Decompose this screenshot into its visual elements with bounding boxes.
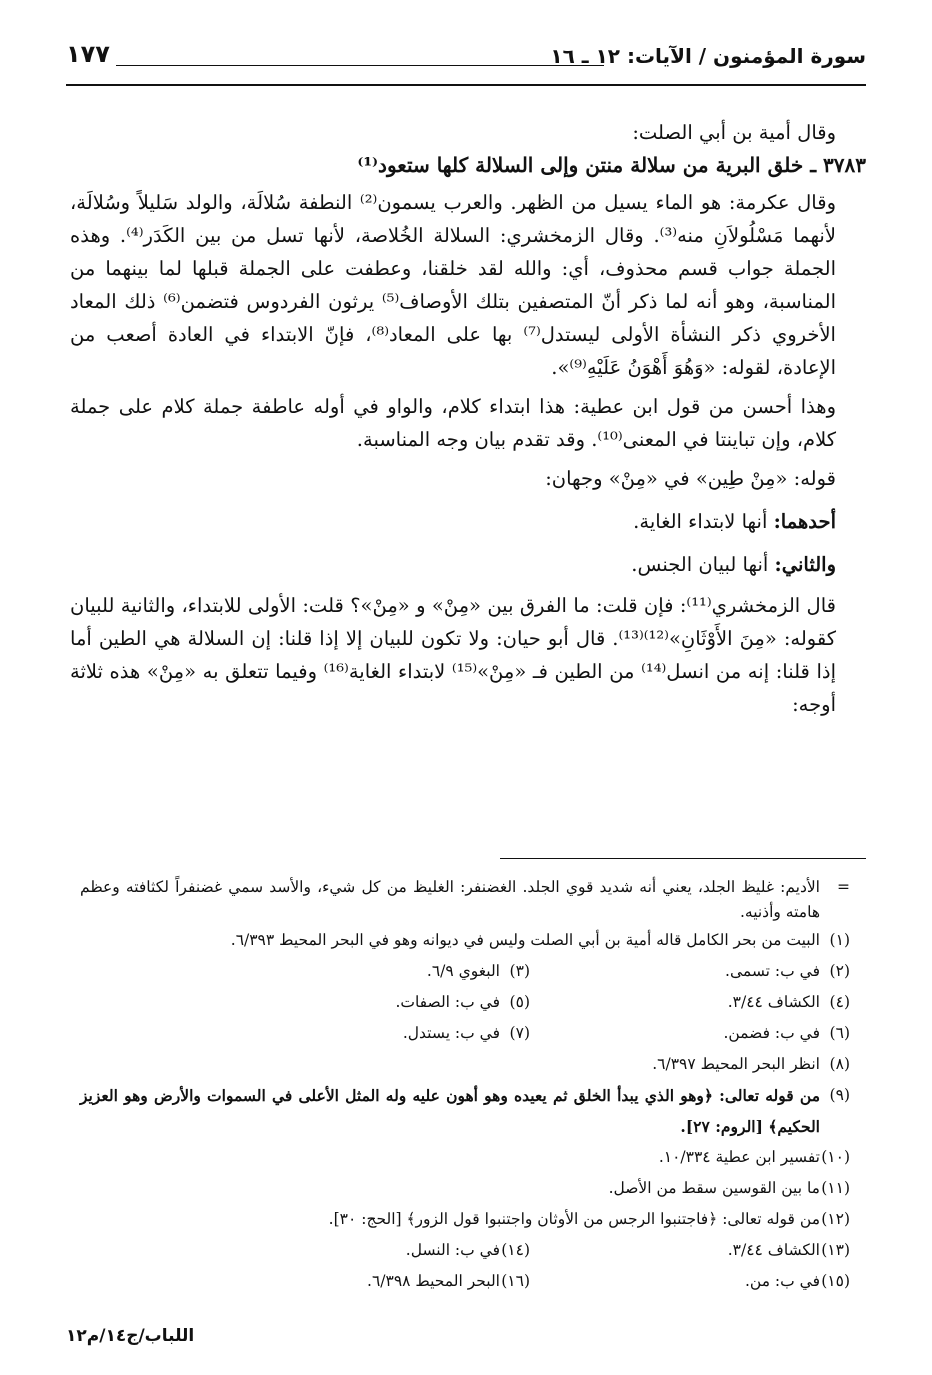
footnote-text: ما بين القوسين سقط من الأصل. xyxy=(608,1179,820,1197)
header-rule xyxy=(116,65,604,66)
footnote-continued xyxy=(80,872,850,925)
footnote-number: (٨) xyxy=(829,1055,850,1073)
paragraph-ibn-atiyya: وهذا أحسن من قول ابن عطية: هذا ابتداء كلام، والواو في أوله عاطفة جملة كلام على جملة كلام، وإن تباينتا في المعنى⁽¹⁰⁾. وقد تقدم بيان وجه المناسبة. xyxy=(70,395,836,451)
footnote-3 xyxy=(230,956,530,987)
paragraph-first-aspect xyxy=(70,505,866,538)
paragraph-zamakhshari: قال الزمخشري⁽¹¹⁾: فإن قلت: ما الفرق بين «مِنْ» و «مِنْ»؟ قلت: الأولى للابتداء، والثانية للبيان كقوله: «مِنَ الأَوْثَانِ»⁽¹²⁾⁽¹³⁾. قال أبو حيان: ولا تكون للبيان إلا إذا قلنا: إن السلالة هي الطين أما إذا قلنا: إنه من انسل⁽¹⁴⁾ من الطين فـ «مِنْ»⁽¹⁵⁾ لابتداء الغاية⁽¹⁶⁾ وفيما تتعلق به «مِنْ» هذه ثلاثة أوجه: xyxy=(70,594,837,716)
footnote-text: في ب: النسل. xyxy=(405,1241,500,1259)
main-text xyxy=(70,116,866,721)
paragraph-ikrima: وقال عكرمة: هو الماء يسيل من الظهر. والعرب يسمون⁽²⁾ النطفة سُلالَة، والولد سَليلاً وسُلالَة، لأنهما مَسْلُولاَنِ منه⁽³⁾. وقال الزمخشري: السلالة الخُلاصة، لأنها تسل من بين الكَدَر⁽⁴⁾. وهذه الجملة جواب قسم محذوف، أي: والله لقد خلقنا، وعطفت على الجملة قبلها لما بينهما من المناسبة، وهو أنه لما ذكر أنّ المتصفين بتلك الأوصاف⁽⁵⁾ يرثون الفردوس فتضمن⁽⁶⁾ ذلك المعاد الأخروي ذكر النشأة الأولى ليستدل⁽⁷⁾ بها على المعاد⁽⁸⁾، فإنّ الابتداء في العادة أصعب من الإعادة، لقوله: «وَهُوَ أَهْوَنُ عَلَيْهِ⁽⁹⁾». xyxy=(70,191,836,379)
page-number: ١٧٧ xyxy=(66,40,110,68)
footnote-13 xyxy=(550,1235,850,1266)
footnote-14 xyxy=(230,1235,530,1266)
poetry-verse: ٣٧٨٣ ـ خلق البرية من سلالة منتن وإلى السلالة كلها ستعود⁽¹⁾ xyxy=(357,153,866,177)
footnote-number: (١٥) xyxy=(821,1272,850,1290)
footnote-text: البيت من بحر الكامل قاله أمية بن أبي الصلت وليس في ديوانه وهو في البحر المحيط ٦/٣٩٣. xyxy=(230,931,820,949)
second-aspect-label: والثاني: xyxy=(774,553,836,576)
footnote-5 xyxy=(230,987,530,1018)
footnote-8 xyxy=(80,1049,850,1080)
footnote-text: تفسير ابن عطية ١٠/٣٣٤. xyxy=(658,1148,820,1166)
footnote-separator xyxy=(500,858,866,859)
footnote-11 xyxy=(80,1173,850,1204)
footnote-number: (٥) xyxy=(509,993,530,1011)
footnote-continuation-mark: = xyxy=(837,878,850,896)
footnote-row-15-16 xyxy=(80,1266,850,1297)
footnote-number: (١١) xyxy=(821,1179,850,1197)
footnote-text: انظر البحر المحيط ٦/٣٩٧. xyxy=(652,1055,820,1073)
volume-signature: اللباب/ج١٤/م١٢ xyxy=(66,1326,195,1346)
footnote-10 xyxy=(80,1142,850,1173)
footnote-number: (١٠) xyxy=(821,1148,850,1166)
footnote-text: في ب: الصفات. xyxy=(395,993,500,1011)
footnote-number: (٧) xyxy=(509,1024,530,1042)
footnote-text: البغوي ٦/٩. xyxy=(426,962,500,980)
footnote-row-6-7 xyxy=(80,1018,850,1049)
footnote-text: في ب: يستدل. xyxy=(402,1024,500,1042)
first-aspect-label: أحدهما: xyxy=(773,510,836,533)
footnote-number: (٩) xyxy=(829,1086,850,1104)
footnote-1 xyxy=(80,925,850,956)
footnote-15 xyxy=(550,1266,850,1297)
surah-title: سورة المؤمنون / الآيات: ١٢ ـ ١٦ xyxy=(550,44,866,68)
footnote-text: من قوله تعالى: ﴿فاجتنبوا الرجس من الأوثان واجتنبوا قول الزور﴾ [الحج: ٣٠]. xyxy=(328,1210,820,1228)
running-header xyxy=(66,38,866,74)
footnote-9 xyxy=(80,1080,850,1142)
footnote-16 xyxy=(230,1266,530,1297)
footnote-text: في ب: من. xyxy=(744,1272,820,1290)
second-aspect-text: أنها لبيان الجنس. xyxy=(631,553,769,576)
footnote-text: الأديم: غليظ الجلد، يعني أنه شديد قوي الجلد. الغضنفر: الغليظ من كل شيء، والأسد سمي غضنفراً لكثافته وعظم هامته وأذنيه. xyxy=(80,878,820,921)
first-aspect-text: أنها لابتداء الغاية. xyxy=(633,510,768,533)
footnotes xyxy=(80,872,850,1297)
footnote-6 xyxy=(550,1018,850,1049)
footnote-text: الكشاف ٣/٤٤. xyxy=(727,993,820,1011)
footnote-text: البحر المحيط ٦/٣٩٨. xyxy=(367,1272,500,1290)
footnote-row-2-3 xyxy=(80,956,850,987)
footnote-text: من قوله تعالى: ﴿وهو الذي يبدأ الخلق ثم يعيده وهو أهون عليه وله المثل الأعلى في السموات والأرض وهو العزيز الحكيم﴾ [الروم: ٢٧]. xyxy=(80,1086,820,1136)
footnote-12 xyxy=(80,1204,850,1235)
footnote-number: (١٣) xyxy=(821,1241,850,1259)
footnote-number: (١٤) xyxy=(501,1241,530,1259)
footnote-4 xyxy=(550,987,850,1018)
footnote-number: (٢) xyxy=(829,962,850,980)
header-divider xyxy=(66,84,866,86)
paragraph-second-aspect xyxy=(70,548,866,581)
footnote-number: (٦) xyxy=(829,1024,850,1042)
paragraph-intro: وقال أمية بن أبي الصلت: xyxy=(632,121,836,144)
footnote-row-4-5 xyxy=(80,987,850,1018)
footnote-number: (١٢) xyxy=(821,1210,850,1228)
footnote-2 xyxy=(550,956,850,987)
footnote-number: (١٦) xyxy=(501,1272,530,1290)
footnote-text: في ب: تسمى. xyxy=(725,962,820,980)
footnote-row-13-14 xyxy=(80,1235,850,1266)
paragraph-min-tin: قوله: «مِنْ طِين» في «مِنْ» وجهان: xyxy=(545,467,836,490)
footnote-7 xyxy=(230,1018,530,1049)
footnote-text: الكشاف ٣/٤٤. xyxy=(727,1241,820,1259)
footnote-number: (٣) xyxy=(509,962,530,980)
footnote-text: في ب: فضمن. xyxy=(723,1024,820,1042)
footnote-number: (٤) xyxy=(829,993,850,1011)
footnote-number: (١) xyxy=(829,931,850,949)
